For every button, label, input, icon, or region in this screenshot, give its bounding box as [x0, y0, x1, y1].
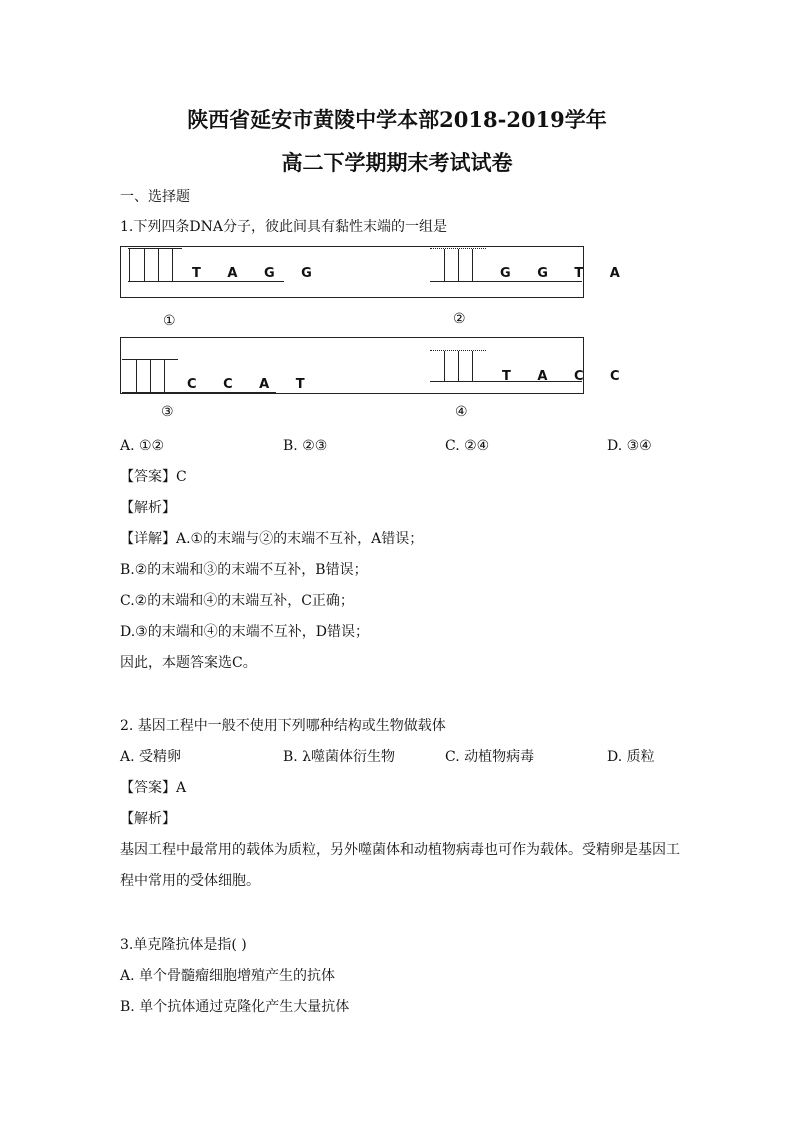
- question-1-stem: 1.下列四条DNA分子，彼此间具有黏性末端的一组是: [120, 219, 447, 235]
- q2-analysis-title: 【解析】: [120, 811, 176, 827]
- fragment-1-label: ①: [163, 313, 176, 329]
- fragment-3-label: ③: [161, 404, 174, 420]
- q2-explanation: 基因工程中最常用的载体为质粒，另外噬菌体和动植物病毒也可作为载体。受精卵是基因工程中常用的受体细胞。: [120, 842, 680, 889]
- q3-option-b: B. 单个抗体通过克隆化产生大量抗体: [120, 999, 350, 1015]
- fragment-3-sequence: C C A T: [187, 377, 316, 392]
- q2-option-b: B. λ噬菌体衍生物: [283, 749, 396, 765]
- title-line-2: 高二下学期期末考试试卷: [281, 150, 513, 175]
- title-line-1: 陕西省延安市黄陵中学本部2018-2019学年: [187, 107, 607, 132]
- q1-detail-line: D.③的末端和④的末端不互补，D错误；: [120, 624, 369, 640]
- fragment-4-sequence: T A C C: [502, 369, 631, 384]
- q1-answer: 【答案】C: [120, 469, 187, 485]
- q1-detail-line: 【详解】A.①的末端与②的末端不互补，A错误；: [120, 531, 424, 547]
- q2-option-c: C. 动植物病毒: [445, 749, 535, 765]
- q1-detail-line: C.②的末端和④的末端互补，C正确；: [120, 593, 354, 609]
- q3-option-a: A. 单个骨髓瘤细胞增殖产生的抗体: [120, 968, 336, 984]
- q2-answer: 【答案】A: [120, 780, 187, 796]
- q1-option-c: C. ②④: [445, 438, 490, 454]
- q2-option-a: A. 受精卵: [120, 749, 182, 765]
- question-2-stem: 2. 基因工程中一般不使用下列哪种结构或生物做载体: [120, 718, 446, 734]
- fragment-1-sequence: T A G G: [192, 266, 323, 281]
- q1-conclusion: 因此，本题答案选C。: [120, 655, 257, 671]
- fragment-2-label: ②: [453, 311, 466, 327]
- section-heading: 一、选择题: [120, 189, 190, 205]
- question-3-stem: 3.单克隆抗体是指( ): [120, 937, 247, 953]
- q1-option-a: A. ①②: [120, 438, 165, 454]
- q1-analysis-title: 【解析】: [120, 500, 176, 516]
- q2-option-d: D. 质粒: [607, 749, 655, 765]
- fragment-2-sequence: G G T A: [500, 266, 631, 281]
- q1-option-b: B. ②③: [283, 438, 328, 454]
- q1-option-d: D. ③④: [607, 438, 652, 454]
- q1-detail-line: B.②的末端和③的末端不互补，B错误；: [120, 562, 368, 578]
- fragment-4-label: ④: [455, 404, 468, 420]
